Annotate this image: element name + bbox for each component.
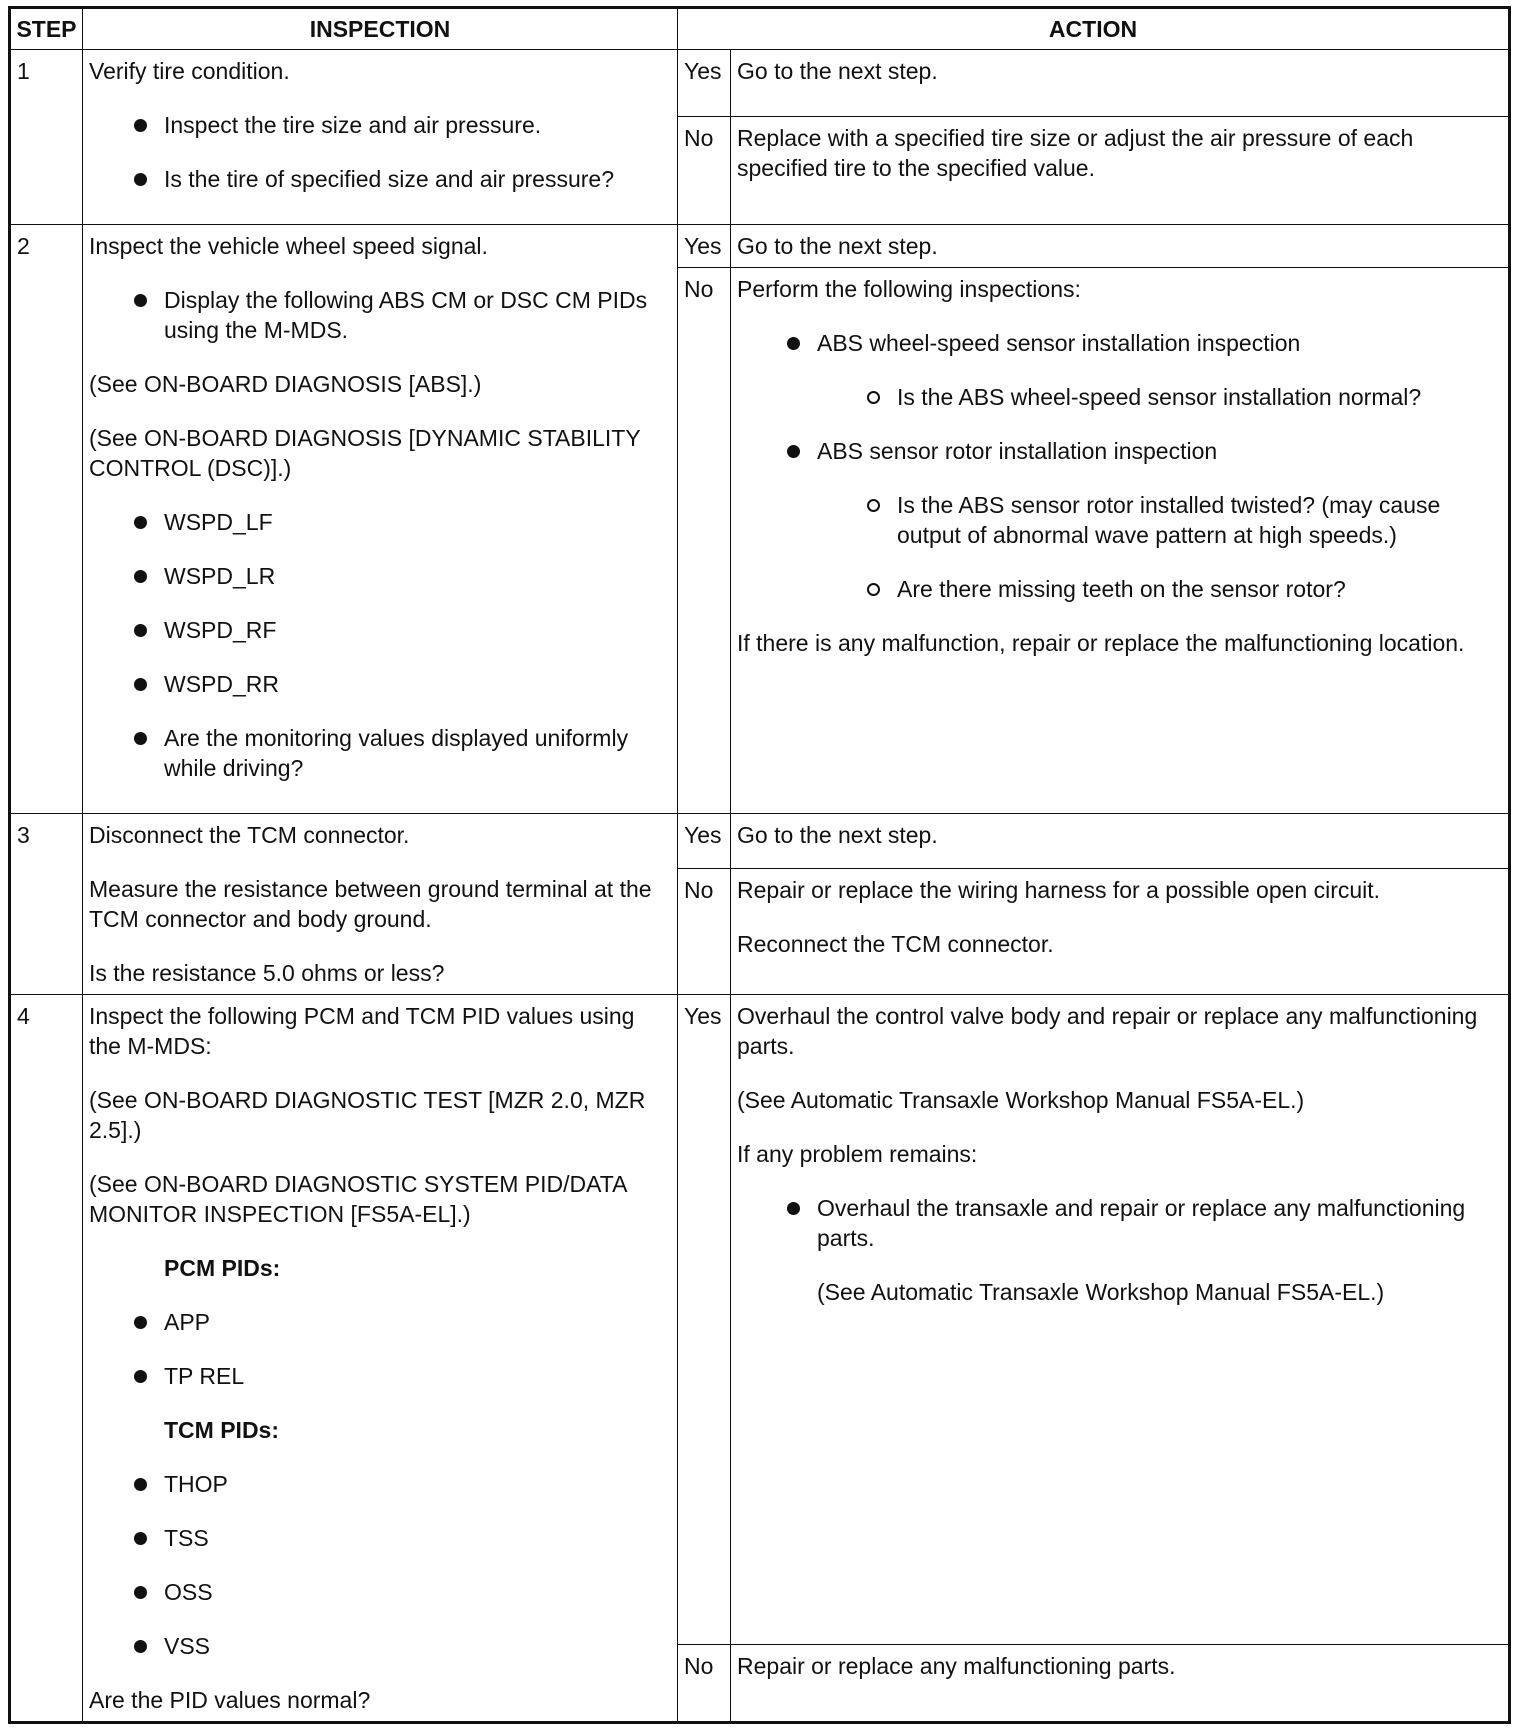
step-4-inspection bbox=[83, 995, 678, 1723]
list-item: Inspect the tire size and air pressure. bbox=[89, 110, 671, 140]
step-4-row-yes bbox=[10, 995, 1510, 1645]
step-1-inspection bbox=[83, 50, 678, 225]
sub-list bbox=[817, 382, 1502, 412]
reference-text: (See Automatic Transaxle Workshop Manual FS5A-EL.) bbox=[737, 1087, 1305, 1113]
no-label: No bbox=[678, 268, 731, 814]
yes-action: Go to the next step. bbox=[731, 50, 1510, 117]
list-item: TP REL bbox=[89, 1361, 671, 1391]
list-item: APP bbox=[89, 1307, 671, 1337]
list-item: THOP bbox=[89, 1469, 671, 1499]
yes-action: Go to the next step. bbox=[731, 225, 1510, 268]
inspection-text: Inspect the vehicle wheel speed signal. bbox=[89, 233, 488, 259]
action-text: Repair or replace the wiring harness for a possible open circuit. bbox=[737, 877, 1381, 903]
sub-list-item: Is the ABS sensor rotor installed twisted? (may cause output of abnormal wave pattern at high speeds.) bbox=[817, 490, 1502, 550]
step-number: 4 bbox=[10, 995, 83, 1723]
list-item: WSPD_RR bbox=[89, 669, 671, 699]
list-item: TSS bbox=[89, 1523, 671, 1553]
list-item bbox=[737, 328, 1502, 412]
list-item: VSS bbox=[89, 1631, 671, 1661]
list-item: OSS bbox=[89, 1577, 671, 1607]
list-item: Is the tire of specified size and air pressure? bbox=[89, 164, 671, 194]
step-2-row-yes bbox=[10, 225, 1510, 268]
inspection-text: Inspect the following PCM and TCM PID values using the M-MDS: bbox=[89, 1003, 635, 1059]
action-bullets bbox=[737, 328, 1502, 604]
list-item: Display the following ABS CM or DSC CM PIDs using the M-MDS. bbox=[89, 285, 671, 345]
step-number: 1 bbox=[10, 50, 83, 225]
inspection-text: Verify tire condition. bbox=[89, 58, 290, 84]
header-action: ACTION bbox=[678, 8, 1510, 50]
diagnostic-procedure-sheet bbox=[8, 6, 1508, 1724]
action-text: Overhaul the control valve body and repair or replace any malfunctioning parts. bbox=[737, 1003, 1478, 1059]
sub-list-item: Is the ABS wheel-speed sensor installation normal? bbox=[817, 382, 1502, 412]
yes-label: Yes bbox=[678, 814, 731, 869]
action-text: Reconnect the TCM connector. bbox=[737, 931, 1054, 957]
list-item bbox=[737, 436, 1502, 604]
list-item: WSPD_RF bbox=[89, 615, 671, 645]
no-label: No bbox=[678, 1645, 731, 1723]
pcm-pids-heading: PCM PIDs: bbox=[164, 1255, 281, 1281]
header-row bbox=[10, 8, 1510, 50]
list-item: WSPD_LR bbox=[89, 561, 671, 591]
list-item bbox=[737, 1193, 1502, 1307]
header-inspection: INSPECTION bbox=[83, 8, 678, 50]
list-item: WSPD_LF bbox=[89, 507, 671, 537]
inspection-bullets bbox=[89, 285, 671, 345]
inspection-text: Disconnect the TCM connector. bbox=[89, 822, 410, 848]
no-action bbox=[731, 268, 1510, 814]
yes-label: Yes bbox=[678, 995, 731, 1645]
no-action: Repair or replace any malfunctioning parts. bbox=[731, 1645, 1510, 1723]
step-2-inspection bbox=[83, 225, 678, 814]
no-label: No bbox=[678, 869, 731, 995]
no-action: Replace with a specified tire size or adjust the air pressure of each specified tire to the specified value. bbox=[731, 117, 1510, 225]
no-action bbox=[731, 869, 1510, 995]
inspection-text: Are the PID values normal? bbox=[89, 1687, 371, 1713]
step-number: 2 bbox=[10, 225, 83, 814]
sub-list bbox=[817, 490, 1502, 604]
step-number: 3 bbox=[10, 814, 83, 995]
yes-action bbox=[731, 995, 1510, 1645]
inspection-text: Measure the resistance between ground terminal at the TCM connector and body ground. bbox=[89, 876, 652, 932]
reference-text: (See ON-BOARD DIAGNOSTIC SYSTEM PID/DATA MONITOR INSPECTION [FS5A-EL].) bbox=[89, 1171, 627, 1227]
list-item-text: Overhaul the transaxle and repair or replace any malfunctioning parts. bbox=[817, 1195, 1466, 1251]
reference-text: (See ON-BOARD DIAGNOSTIC TEST [MZR 2.0, MZR 2.5].) bbox=[89, 1087, 646, 1143]
action-text: If there is any malfunction, repair or replace the malfunctioning location. bbox=[737, 630, 1465, 656]
sub-list-item: Are there missing teeth on the sensor rotor? bbox=[817, 574, 1502, 604]
yes-action: Go to the next step. bbox=[731, 814, 1510, 869]
tcm-pid-list bbox=[89, 1469, 671, 1661]
step-3-row-yes bbox=[10, 814, 1510, 869]
list-item-text: ABS wheel-speed sensor installation inspection bbox=[817, 330, 1301, 356]
step-3-inspection bbox=[83, 814, 678, 995]
step-1-row-yes bbox=[10, 50, 1510, 117]
inspection-text: Is the resistance 5.0 ohms or less? bbox=[89, 960, 445, 986]
header-step: STEP bbox=[10, 8, 83, 50]
action-text: If any problem remains: bbox=[737, 1141, 978, 1167]
pcm-pid-list bbox=[89, 1307, 671, 1391]
tcm-pids-heading: TCM PIDs: bbox=[164, 1417, 279, 1443]
reference-text: (See Automatic Transaxle Workshop Manual FS5A-EL.) bbox=[817, 1279, 1385, 1305]
action-bullets bbox=[737, 1193, 1502, 1307]
list-item: Are the monitoring values displayed uniformly while driving? bbox=[89, 723, 671, 783]
inspection-bullets bbox=[89, 110, 671, 194]
yes-label: Yes bbox=[678, 225, 731, 268]
diagnostic-table bbox=[8, 6, 1511, 1724]
reference-text: (See ON-BOARD DIAGNOSIS [DYNAMIC STABILITY CONTROL (DSC)].) bbox=[89, 425, 641, 481]
reference-text: (See ON-BOARD DIAGNOSIS [ABS].) bbox=[89, 371, 482, 397]
action-text: Perform the following inspections: bbox=[737, 276, 1081, 302]
yes-label: Yes bbox=[678, 50, 731, 117]
pid-list bbox=[89, 507, 671, 783]
no-label: No bbox=[678, 117, 731, 225]
list-item-text: ABS sensor rotor installation inspection bbox=[817, 438, 1218, 464]
